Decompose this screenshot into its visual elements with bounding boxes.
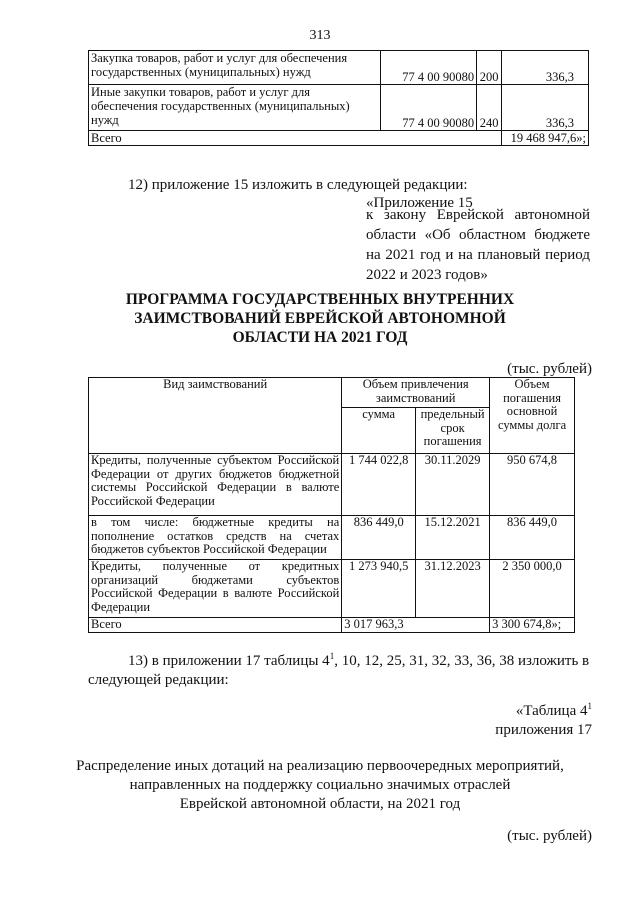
row-kind: в том числе: бюджетные кредиты на пополнение остатков средств на счетах бюджетов субъектов Российской Федерации xyxy=(89,516,342,560)
row-sum: 836 449,0 xyxy=(342,516,416,560)
item-13-text: 13) в приложении 17 таблицы 4 xyxy=(128,653,330,669)
units-label-2: (тыс. рублей) xyxy=(507,828,592,844)
header-kind: Вид заимствований xyxy=(89,378,342,454)
row-repay: 2 350 000,0 xyxy=(490,560,575,618)
table-total-row xyxy=(89,131,589,146)
row-repay: 836 449,0 xyxy=(490,516,575,560)
budget-table xyxy=(88,50,589,146)
total-label: Всего xyxy=(89,618,342,633)
total-value: 19 468 947,6»; xyxy=(502,131,589,146)
row-code: 77 4 00 90080 xyxy=(381,51,477,85)
program-title-line: ПРОГРАММА ГОСУДАРСТВЕННЫХ ВНУТРЕННИХ xyxy=(125,291,515,308)
units-label: (тыс. рублей) xyxy=(507,361,592,377)
program-title-line: ОБЛАСТИ НА 2021 ГОД xyxy=(232,329,408,346)
item-12: 12) приложение 15 изложить в следующей редакции: xyxy=(128,177,468,193)
borrowing-table xyxy=(88,377,575,633)
table4-title xyxy=(400,702,592,721)
header-attract: Объем привлечения заимствований xyxy=(342,378,490,408)
header-sum: сумма xyxy=(342,408,416,454)
header-repay: Объем погашения основной суммы долга xyxy=(490,378,575,454)
row-sum: 1 273 940,5 xyxy=(342,560,416,618)
row-kind: Кредиты, полученные субъектом Российской Федерации от других бюджетов бюджетной системы Российской Федерации в валюте Российской Федерации xyxy=(89,454,342,516)
row-amount: 336,3 xyxy=(502,51,589,85)
row-amount: 336,3 xyxy=(502,85,589,131)
row-term: 15.12.2021 xyxy=(416,516,490,560)
program-title-line: ЗАИМСТВОВАНИЙ ЕВРЕЙСКОЙ АВТОНОМНОЙ xyxy=(134,310,506,327)
row-kind: Кредиты, полученные от кредитных организаций бюджетами субъектов Российской Федерации в валюте Российской Федерации xyxy=(89,560,342,618)
row-code: 77 4 00 90080 xyxy=(381,85,477,131)
table-header-row xyxy=(89,378,575,408)
table-total-row xyxy=(89,618,575,633)
item-13 xyxy=(128,652,589,671)
appendix-title: «Приложение 15 xyxy=(366,195,473,211)
table-row xyxy=(89,516,575,560)
distribution-title-line: Еврейской автономной области, на 2021 год xyxy=(179,796,461,812)
page-number: 313 xyxy=(309,28,331,43)
appendix-line: 2022 и 2023 годов» xyxy=(366,267,488,283)
row-type: 240 xyxy=(477,85,502,131)
table-row xyxy=(89,560,575,618)
table4-sup: 1 xyxy=(587,701,592,711)
row-name: Закупка товаров, работ и услуг для обеспечения государственных (муниципальных) нужд xyxy=(89,51,381,85)
table4-subtitle: приложения 17 xyxy=(495,722,592,738)
table-row xyxy=(89,454,575,516)
item-13-sup: 1 xyxy=(329,651,335,661)
distribution-title-line: Распределение иных дотаций на реализацию первоочередных мероприятий, xyxy=(76,758,564,774)
table4-text: «Таблица 4 xyxy=(515,703,588,719)
appendix-line: к закону Еврейской автономной xyxy=(366,207,590,223)
total-repay: 3 300 674,8»; xyxy=(490,618,575,633)
total-label: Всего xyxy=(89,131,502,146)
total-sum: 3 017 963,3 xyxy=(342,618,490,633)
table-row xyxy=(89,51,589,85)
row-name: Иные закупки товаров, работ и услуг для обеспечения государственных (муниципальных) нужд xyxy=(89,85,381,131)
item-13-text-rest: , 10, 12, 25, 31, 32, 33, 36, 38 изложить в xyxy=(334,653,590,669)
header-term: предельный срок погашения xyxy=(416,408,490,454)
row-repay: 950 674,8 xyxy=(490,454,575,516)
table-row xyxy=(89,85,589,131)
item-13-line2: следующей редакции: xyxy=(88,672,229,688)
appendix-line: области «Об областном бюджете xyxy=(366,227,590,243)
row-sum: 1 744 022,8 xyxy=(342,454,416,516)
distribution-title-line: направленных на поддержку социально значимых отраслей xyxy=(129,777,511,793)
row-term: 30.11.2029 xyxy=(416,454,490,516)
row-term: 31.12.2023 xyxy=(416,560,490,618)
appendix-line: на 2021 год и на плановый период xyxy=(366,247,590,263)
row-type: 200 xyxy=(477,51,502,85)
